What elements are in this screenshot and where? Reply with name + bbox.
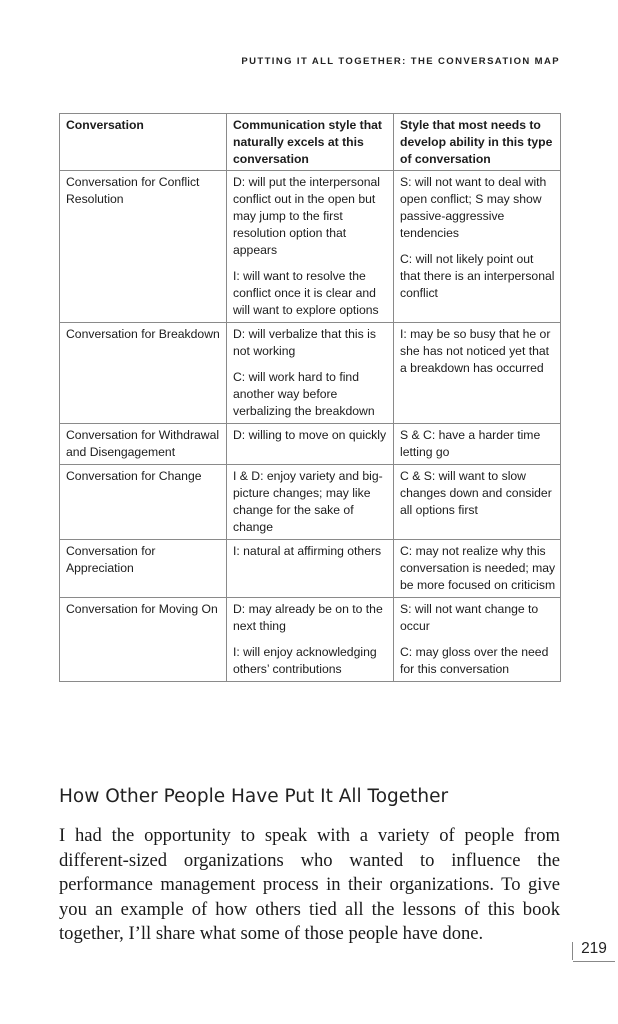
page-number: 219	[573, 940, 615, 962]
section-heading: How Other People Have Put It All Together	[59, 786, 449, 807]
table-row	[60, 540, 561, 598]
conversation-cell: Conversation for Conflict Resolution	[60, 171, 227, 323]
excels-note: I: will want to resolve the conflict once it is clear and will want to explore options	[233, 269, 379, 317]
table-row	[60, 465, 561, 540]
develop-cell	[394, 323, 561, 424]
column-header-excels: Communication style that naturally excels at this conversation	[227, 114, 394, 171]
excels-note: D: will verbalize that this is not working	[233, 327, 376, 358]
develop-note: C: will not likely point out that there is an interpersonal conflict	[400, 252, 555, 300]
conversation-cell: Conversation for Withdrawal and Disengagement	[60, 424, 227, 465]
excels-note: C: will work hard to find another way before verbalizing the breakdown	[233, 370, 375, 418]
develop-cell	[394, 424, 561, 465]
develop-note: C & S: will want to slow changes down and consider all options first	[400, 469, 552, 517]
develop-cell	[394, 465, 561, 540]
table-row	[60, 598, 561, 682]
excels-cell	[227, 323, 394, 424]
develop-note: C: may not realize why this conversation is needed; may be more focused on criticism	[400, 544, 556, 592]
excels-note: I: natural at affirming others	[233, 544, 382, 558]
excels-cell	[227, 540, 394, 598]
develop-cell	[394, 598, 561, 682]
excels-note: D: will put the interpersonal conflict out in the open but may jump to the first resolution option that appears	[233, 175, 380, 257]
column-header-conversation: Conversation	[60, 114, 227, 171]
table-header-row	[60, 114, 561, 171]
develop-cell	[394, 540, 561, 598]
develop-note: I: may be so busy that he or she has not noticed yet that a breakdown has occurred	[400, 327, 551, 375]
table-row	[60, 323, 561, 424]
table-row	[60, 171, 561, 323]
conversation-cell: Conversation for Breakdown	[60, 323, 227, 424]
conversation-cell: Conversation for Change	[60, 465, 227, 540]
excels-note: I & D: enjoy variety and big- picture changes; may like change for the sake of change	[233, 469, 383, 534]
column-header-develop: Style that most needs to develop ability in this type of conversation	[394, 114, 561, 171]
excels-cell	[227, 424, 394, 465]
excels-cell	[227, 598, 394, 682]
develop-note: C: may gloss over the need for this conversation	[400, 645, 549, 676]
excels-note: I: will enjoy acknowledging others’ contributions	[233, 645, 377, 676]
excels-cell	[227, 171, 394, 323]
excels-note: D: willing to move on quickly	[233, 428, 387, 442]
conversation-cell: Conversation for Moving On	[60, 598, 227, 682]
table-row	[60, 424, 561, 465]
conversation-map-table	[59, 113, 561, 682]
excels-note: D: may already be on to the next thing	[233, 602, 383, 633]
develop-note: S: will not want to deal with open conflict; S may show passive-aggressive tendencies	[400, 175, 547, 240]
develop-cell	[394, 171, 561, 323]
running-header: PUTTING IT ALL TOGETHER: THE CONVERSATION MAP	[241, 56, 560, 67]
body-paragraph: I had the opportunity to speak with a variety of people from different-sized organizations who wanted to influence the performance management process in their organizations. To give you an example of how others tied all the lessons of this book together, I’ll share what some of those people have done.	[59, 825, 560, 944]
develop-note: S & C: have a harder time letting go	[400, 428, 541, 459]
develop-note: S: will not want change to occur	[400, 602, 539, 633]
conversation-cell: Conversation for Appreciation	[60, 540, 227, 598]
excels-cell	[227, 465, 394, 540]
